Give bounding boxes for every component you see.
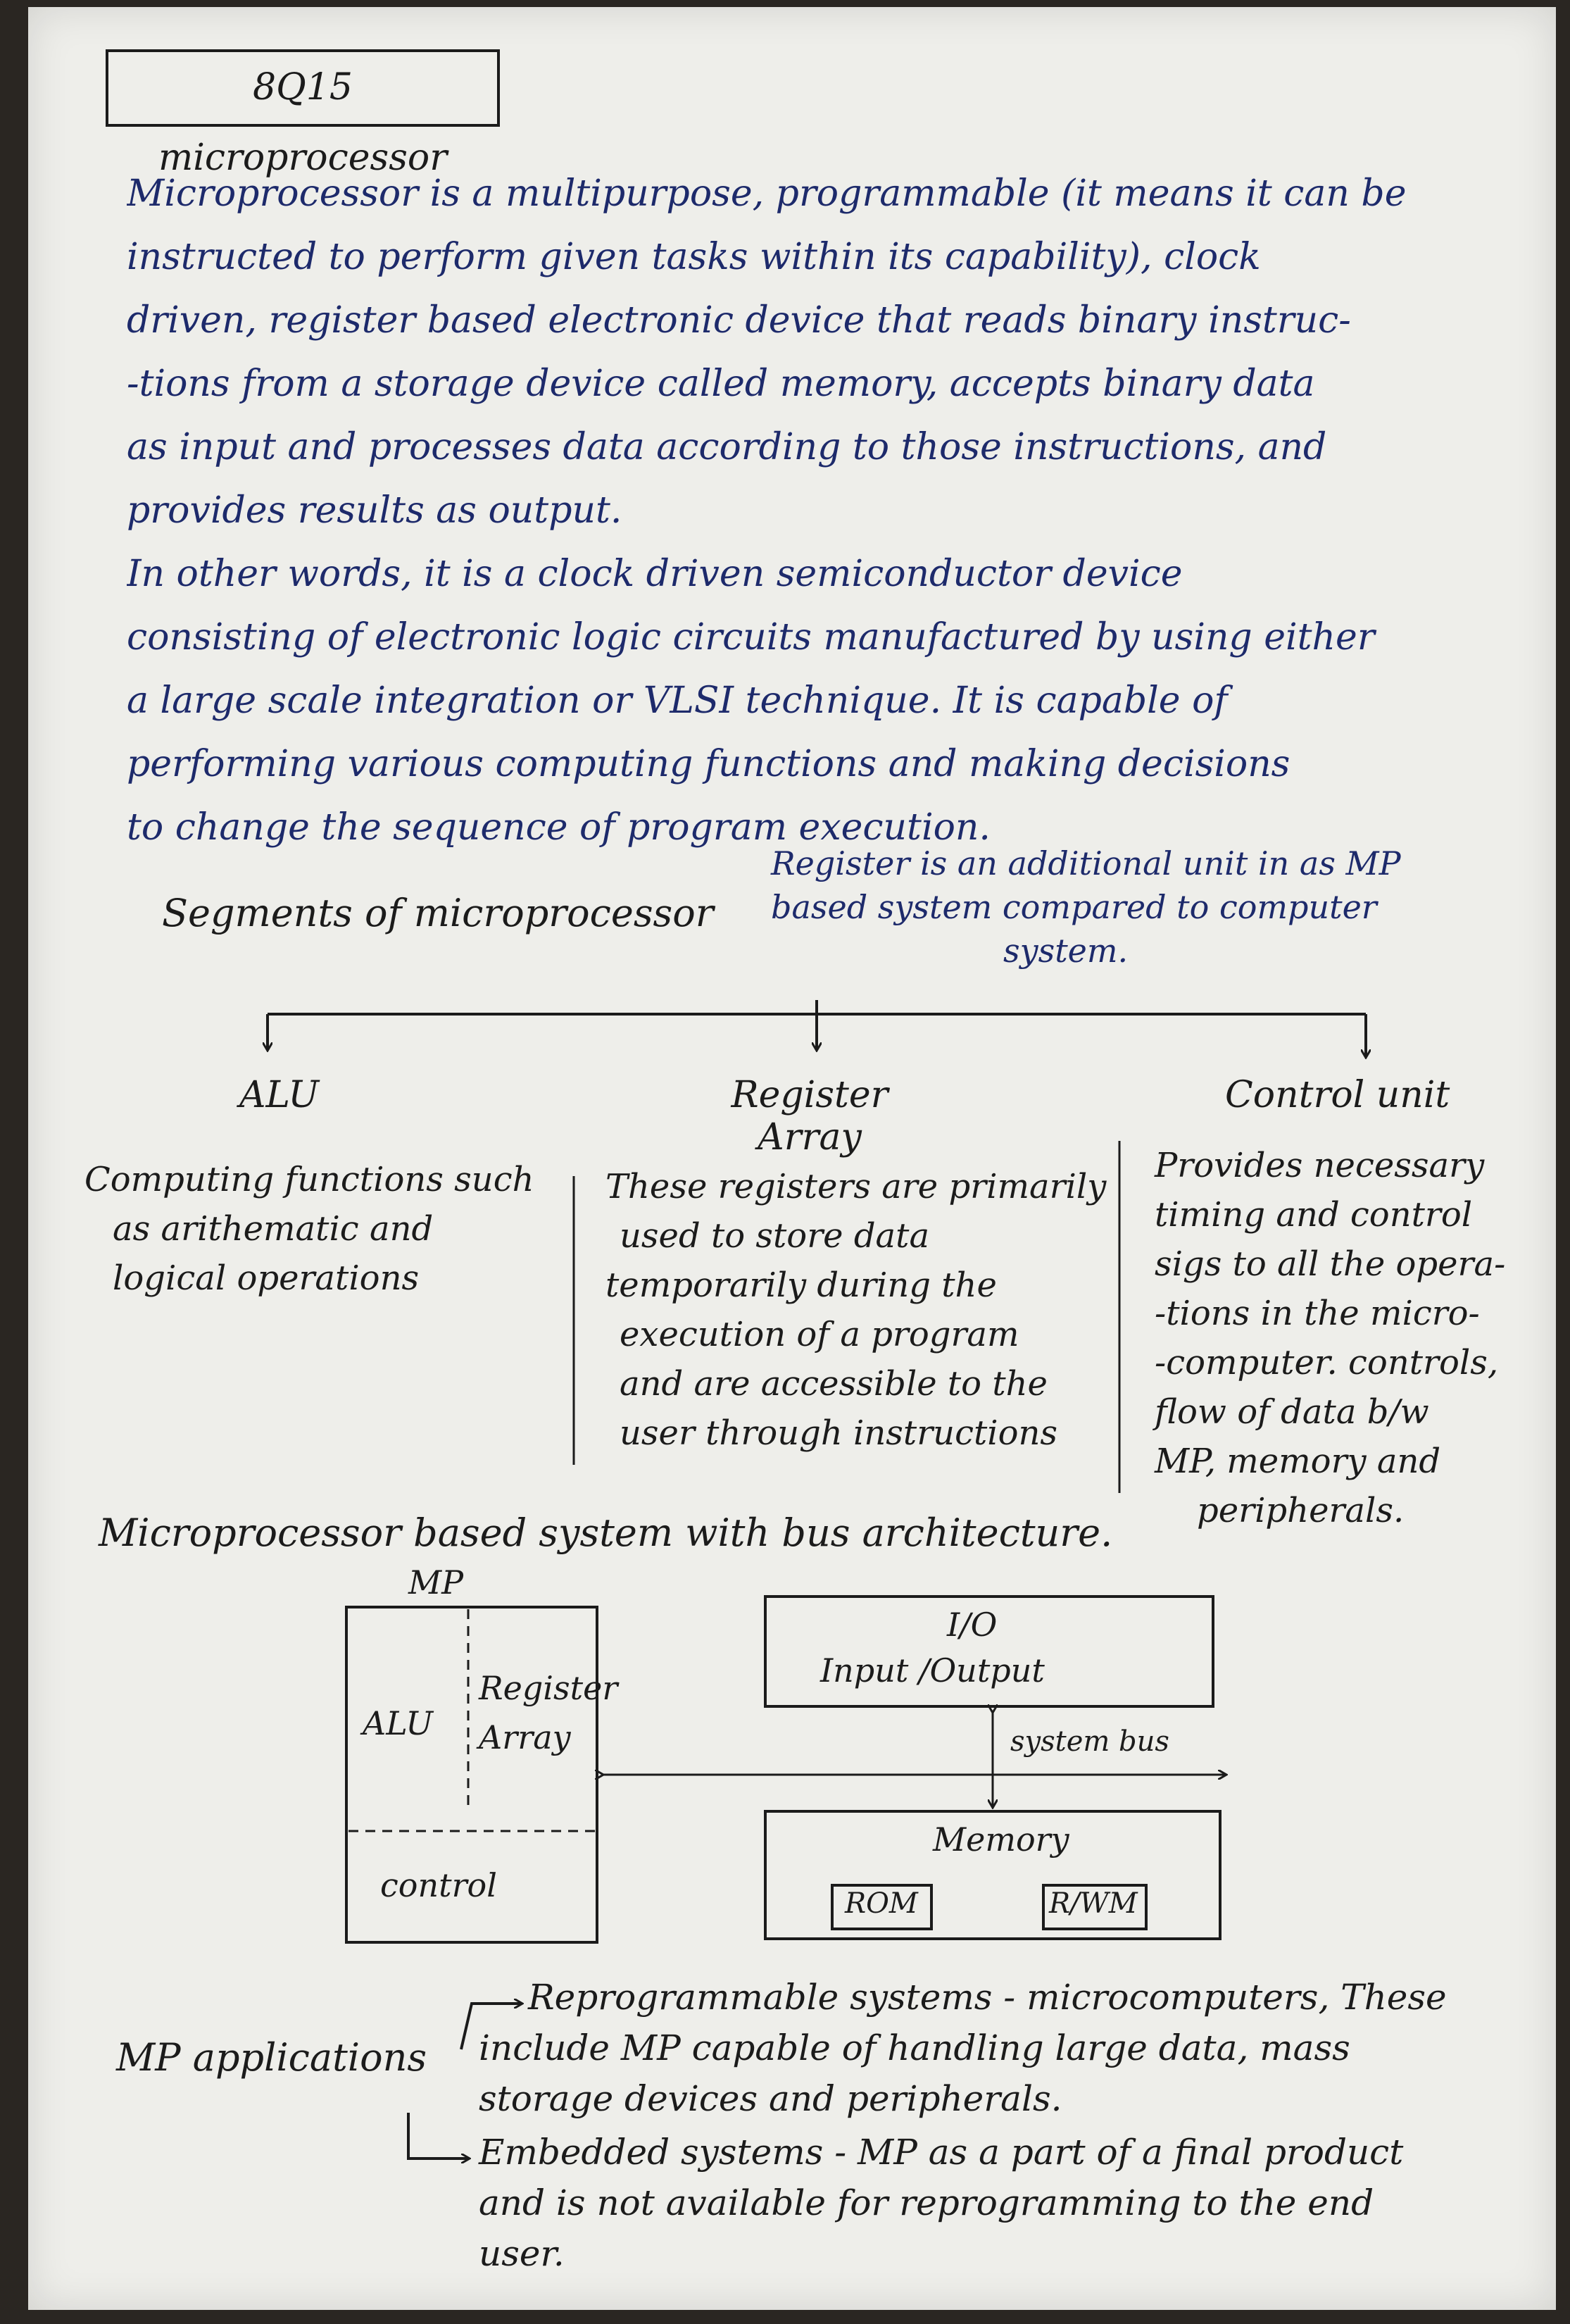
other-words-line: consisting of electronic logic circuits manufactured by using either: [127, 616, 1375, 658]
register-desc-line: execution of a program: [620, 1315, 1019, 1354]
other-words-line: a large scale integration or VLSI technique. It is capable of: [127, 680, 1228, 722]
memory-label: Memory: [933, 1820, 1069, 1858]
segments-note-line: based system compared to computer: [771, 888, 1377, 926]
definition-line: driven, register based electronic device that reads binary instruc-: [127, 299, 1351, 342]
applications-bracket-bottom: [408, 2113, 468, 2159]
control-desc-line: flow of data b/w: [1155, 1392, 1429, 1432]
application-line: and is not available for reprogramming to the end: [479, 2182, 1374, 2223]
bus-architecture-title: Microprocessor based system with bus architecture.: [99, 1511, 1113, 1555]
control-unit-heading: Control unit: [1225, 1074, 1450, 1116]
register-desc-line: These registers are primarily: [605, 1167, 1107, 1206]
register-desc-line: used to store data: [620, 1216, 930, 1256]
rom-label: ROM: [845, 1887, 918, 1920]
application-line: Embedded systems - MP as a part of a final product: [479, 2132, 1404, 2173]
control-desc-line: -tions in the micro-: [1155, 1294, 1480, 1333]
application-line: user.: [479, 2233, 565, 2274]
segments-note-line: system.: [1003, 932, 1129, 970]
segments-note-line: Register is an additional unit in as MP: [771, 844, 1401, 882]
control-desc-line: Provides necessary: [1155, 1146, 1485, 1185]
alu-heading: ALU: [239, 1074, 320, 1116]
other-words-line: to change the sequence of program execution.: [127, 806, 991, 849]
definition-line: -tions from a storage device called memory, accepts binary data: [127, 363, 1315, 405]
alu-desc-line: logical operations: [113, 1258, 420, 1298]
control-desc-line: timing and control: [1155, 1195, 1473, 1235]
control-desc-line: MP, memory and: [1155, 1442, 1441, 1481]
application-line: Reprogrammable systems - microcomputers, These: [528, 1977, 1447, 2018]
control-desc-line: -computer. controls,: [1155, 1343, 1499, 1382]
alu-desc-line: Computing functions such: [84, 1160, 534, 1199]
definition-line: Microprocessor is a multipurpose, programmable (it means it can be: [127, 173, 1407, 215]
mp-label: MP: [408, 1563, 464, 1601]
application-line: include MP capable of handling large data, mass: [479, 2028, 1350, 2068]
diagram-lines: [28, 7, 1556, 2310]
alu-block-label: ALU: [363, 1704, 434, 1742]
applications-bracket-top: [461, 2004, 521, 2049]
input-output-label: Input /Output: [820, 1651, 1045, 1689]
control-desc-line: sigs to all the opera-: [1155, 1244, 1506, 1284]
register-block-label: Register: [479, 1669, 618, 1707]
other-words-line: performing various computing functions and making decisions: [127, 743, 1290, 785]
register-array-block-label: Array: [479, 1718, 571, 1756]
register-desc-line: user through instructions: [620, 1413, 1058, 1453]
rwm-label: R/WM: [1049, 1887, 1138, 1920]
system-bus-label: system bus: [1010, 1725, 1169, 1758]
definition-line: as input and processes data according to those instructions, and: [127, 426, 1327, 468]
applications-label: MP applications: [116, 2035, 427, 2080]
page-title: 8Q15 microprocessor: [106, 49, 500, 127]
control-desc-line: peripherals.: [1197, 1491, 1405, 1530]
notebook-page: [28, 7, 1556, 2310]
definition-line: provides results as output.: [127, 489, 622, 532]
register-desc-line: and are accessible to the: [620, 1364, 1048, 1404]
register-array-heading: Register Array: [731, 1074, 888, 1158]
definition-line: instructed to perform given tasks within its capability), clock: [127, 236, 1261, 278]
io-label: I/O: [947, 1606, 998, 1644]
alu-desc-line: as arithematic and: [113, 1209, 434, 1249]
other-words-line: In other words, it is a clock driven semiconductor device: [127, 553, 1183, 595]
register-desc-line: temporarily during the: [605, 1266, 997, 1305]
segments-label: Segments of microprocessor: [162, 891, 714, 935]
control-block-label: control: [380, 1866, 497, 1904]
application-line: storage devices and peripherals.: [479, 2078, 1062, 2119]
